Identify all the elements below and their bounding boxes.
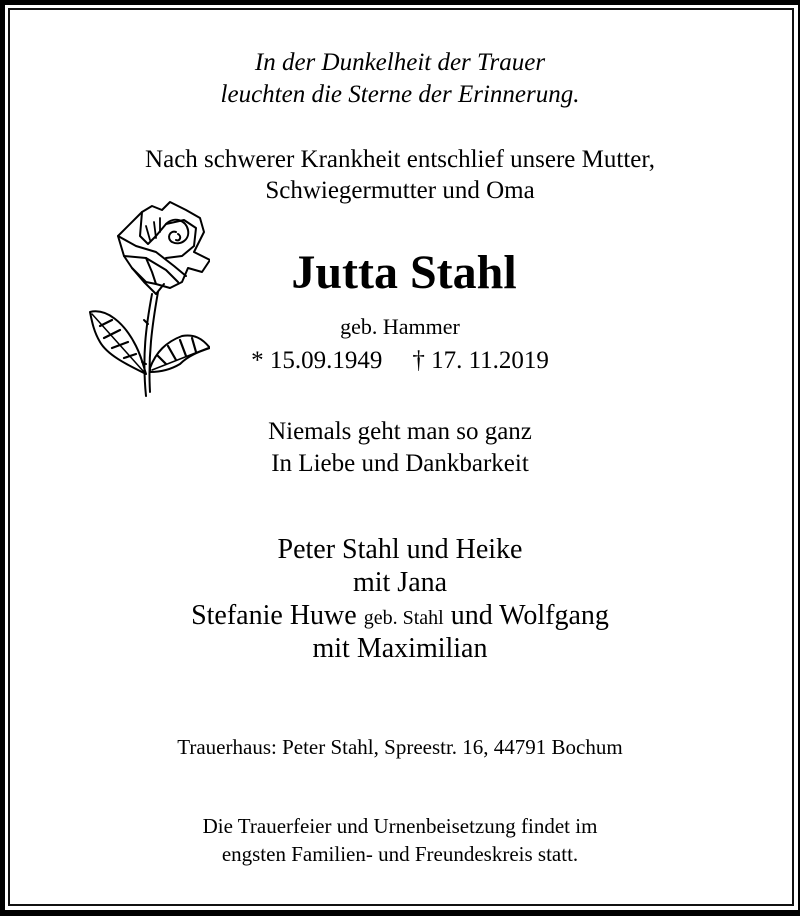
daughter-name: Stefanie Huwe <box>191 600 357 631</box>
family-line-4: mit Maximilian <box>312 633 488 664</box>
daughter-maiden-name: geb. Stahl <box>363 607 444 629</box>
daughter-partner: und Wolfgang <box>450 600 609 631</box>
life-dates <box>0 346 800 375</box>
motto-line-2: leuchten die Sterne der Erinnerung. <box>220 81 580 108</box>
quote-line-2: In Liebe und Dankbarkeit <box>271 450 529 477</box>
death-date: † 17. 11.2019 <box>412 347 549 374</box>
funeral-note-line-2: engsten Familien- und Freundeskreis statt. <box>221 842 579 866</box>
birth-date: * 15.09.1949 <box>251 347 383 374</box>
intro-line-1: Nach schwerer Krankheit entschlief unsere Mutter, <box>145 146 655 173</box>
funeral-note-line-1: Die Trauerfeier und Urnenbeisetzung findet im <box>202 814 598 838</box>
family-line-1: Peter Stahl und Heike <box>277 534 523 565</box>
family-line-3 <box>0 599 800 635</box>
deceased-name: Jutta Stahl <box>291 246 517 299</box>
motto-line-1: In der Dunkelheit der Trauer <box>254 49 546 76</box>
mourning-house-address: Trauerhaus: Peter Stahl, Spreestr. 16, 44791 Bochum <box>177 735 623 759</box>
intro-line-2: Schwiegermutter und Oma <box>265 177 535 204</box>
family-line-2: mit Jana <box>352 567 448 598</box>
quote-line-1: Niemals geht man so ganz <box>268 418 532 445</box>
maiden-name: geb. Hammer <box>340 314 460 339</box>
